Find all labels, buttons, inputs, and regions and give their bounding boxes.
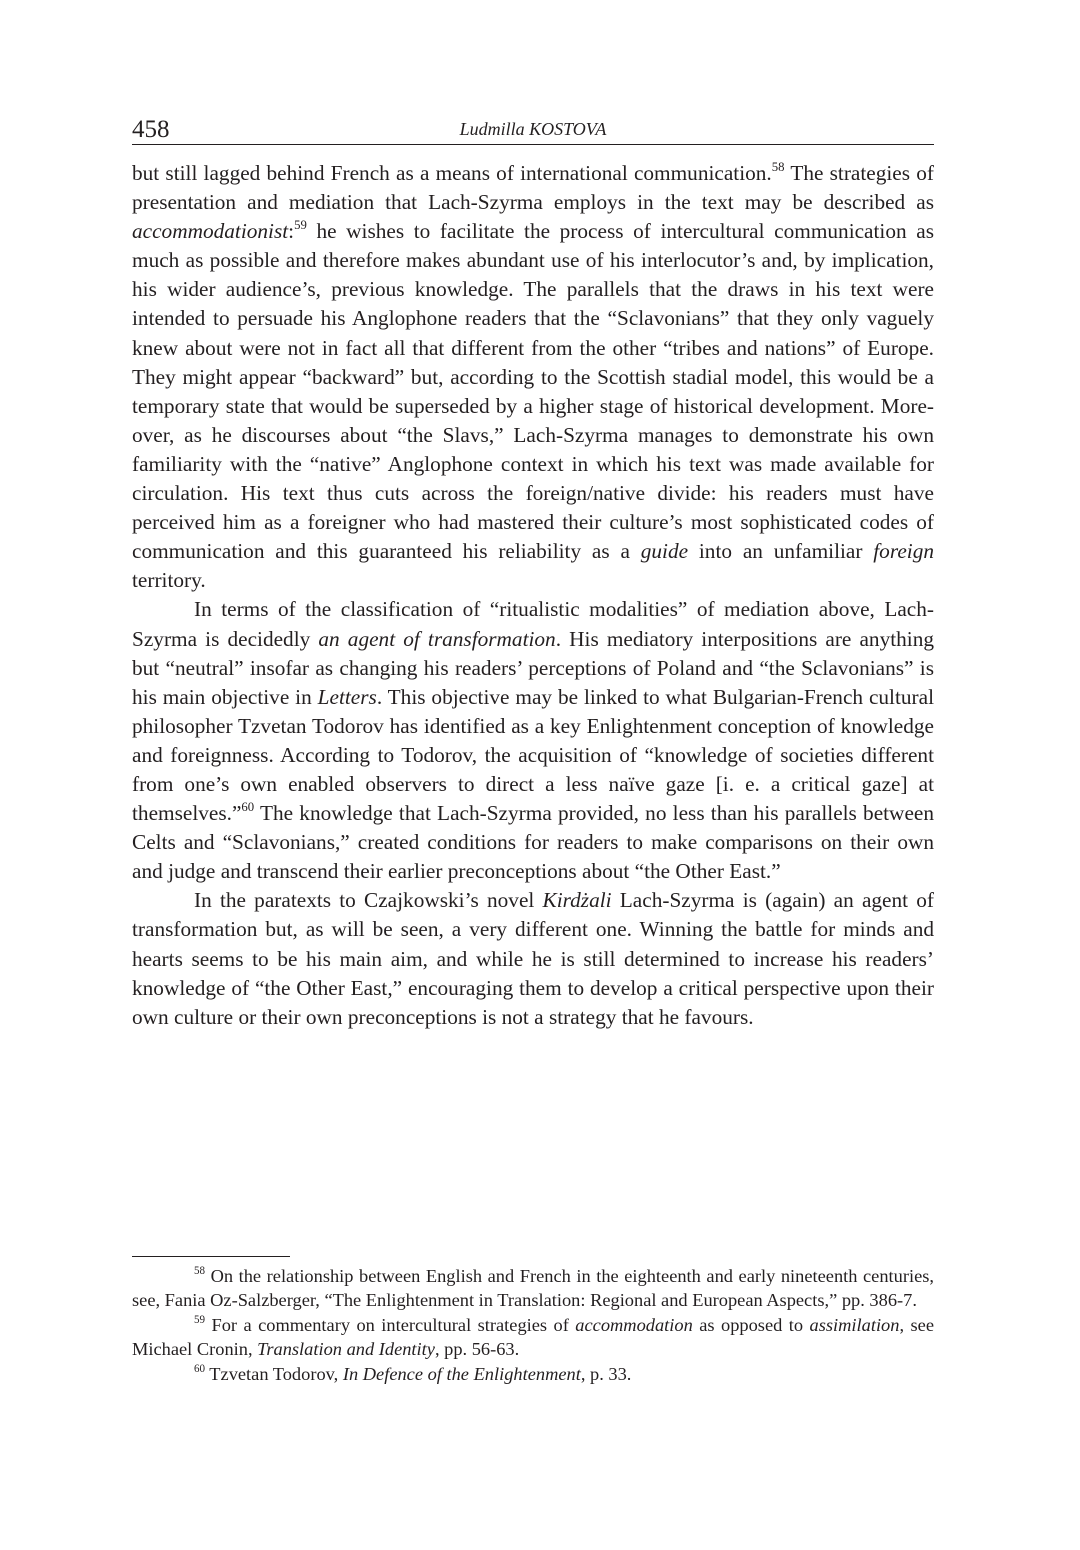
- footnote-number: 59: [194, 1314, 206, 1327]
- book-page: [132, 112, 935, 1384]
- paragraph-2: In terms of the classification of “ritualistic modalities” of mediation above, Lach-Szyrma is decidedly an agent of transformation. His mediatory interpositions are anything but “neutral” insofar as changing his readers’ perceptions of Poland and “the Sclavonians” is his main objective in Letters. This objective may be linked to what Bulgarian-French cultural philosopher Tzvetan Todorov has identified as a key Enlightenment conception of knowledge and foreignness. According to Todorov, the acquisition of “knowledge of societies different from one’s own enabled observers to direct a less naïve gaze [i. e. a critical gaze] at themselves.”$^{60}$ The knowledge that Lach-Szyrma provided, no less than his parallels between Celts and “Sclavonians,” created conditions for readers to make comparisons on their own and judge and transcend their earlier preconceptions about “the Other East.”: [132, 597, 934, 884]
- footnote-ref-59[interactable]: 59: [294, 218, 307, 233]
- running-head: [132, 112, 934, 145]
- paragraph-3: In the paratexts to Czajkowski’s novel Kirdżali Lach-Szyrma is (again) an agent of transformation but, as will be seen, a very different one. Winning the battle for minds and hearts seems to be his main aim, and while he is still determined to increase his readers’ knowledge of “the Other East,” encouraging them to develop a critical perspective upon their own culture or their own preconceptions is not a strategy that he favours.: [132, 888, 935, 1029]
- footnote-number: 58: [194, 1265, 206, 1278]
- footnote-60: $^{60}$ Tzvetan Todorov, In Defence of the Enlightenment, p. 33.: [194, 1362, 632, 1384]
- footnote-number: 60: [194, 1362, 206, 1375]
- body-text: [132, 159, 934, 1032]
- footnote-ref-60[interactable]: 60: [241, 800, 255, 815]
- paragraph-1: but still lagged behind French as a means of international communication.$^{58}$ The strategies of presentation and mediation that Lach-Szyrma employs in the text may be described as accommodationist:$^{59}$ he wishes to facilitate the process of intercultural communication as much as possible and therefore makes abundant use of his interlocutor’s and, by implication, his wider audience’s, previous knowledge. The parallels that the draws in his text were intended to persuade his Anglophone readers that the “Sclavonians” that they only vaguely knew about were not in fact all that different from the other “tribes and nations” of Europe. They might appear “backward” but, according to the Scottish stadial model, this would be a temporary state that would be superseded by a higher stage of historical development. Moreover, as he discourses about “the Slavs,” Lach-Szyrma manages to demonstrate his own familiarity with the “native” Anglophone context in which his text was made available for circulation. His text thus cuts across the foreign/native divide: his readers must have perceived him as a foreigner who had mastered their culture’s most sophisticated codes of communication and this guaranteed his reliability as a guide into an unfamiliar foreign territory.: [132, 160, 934, 593]
- footnote-ref-58[interactable]: 58: [771, 160, 785, 175]
- footnote-59: $^{59}$ For a commentary on intercultural strategies of accommodation as opposed to assimilation, see Michael Cronin, Translation and Identity, pp. 56-63.: [132, 1314, 934, 1360]
- running-title: Ludmilla KOSTOVA: [459, 119, 607, 139]
- footnote-divider: [132, 1256, 290, 1257]
- page-number: 458: [132, 116, 170, 143]
- footnote-58: $^{58}$ On the relationship between English and French in the eighteenth and early nineteenth centuries, see, Fania Oz-Salzberger, “The Enlightenment in Translation: Regional and European Aspects,” pp. 386-7.: [132, 1265, 934, 1311]
- footnotes: [132, 1264, 934, 1386]
